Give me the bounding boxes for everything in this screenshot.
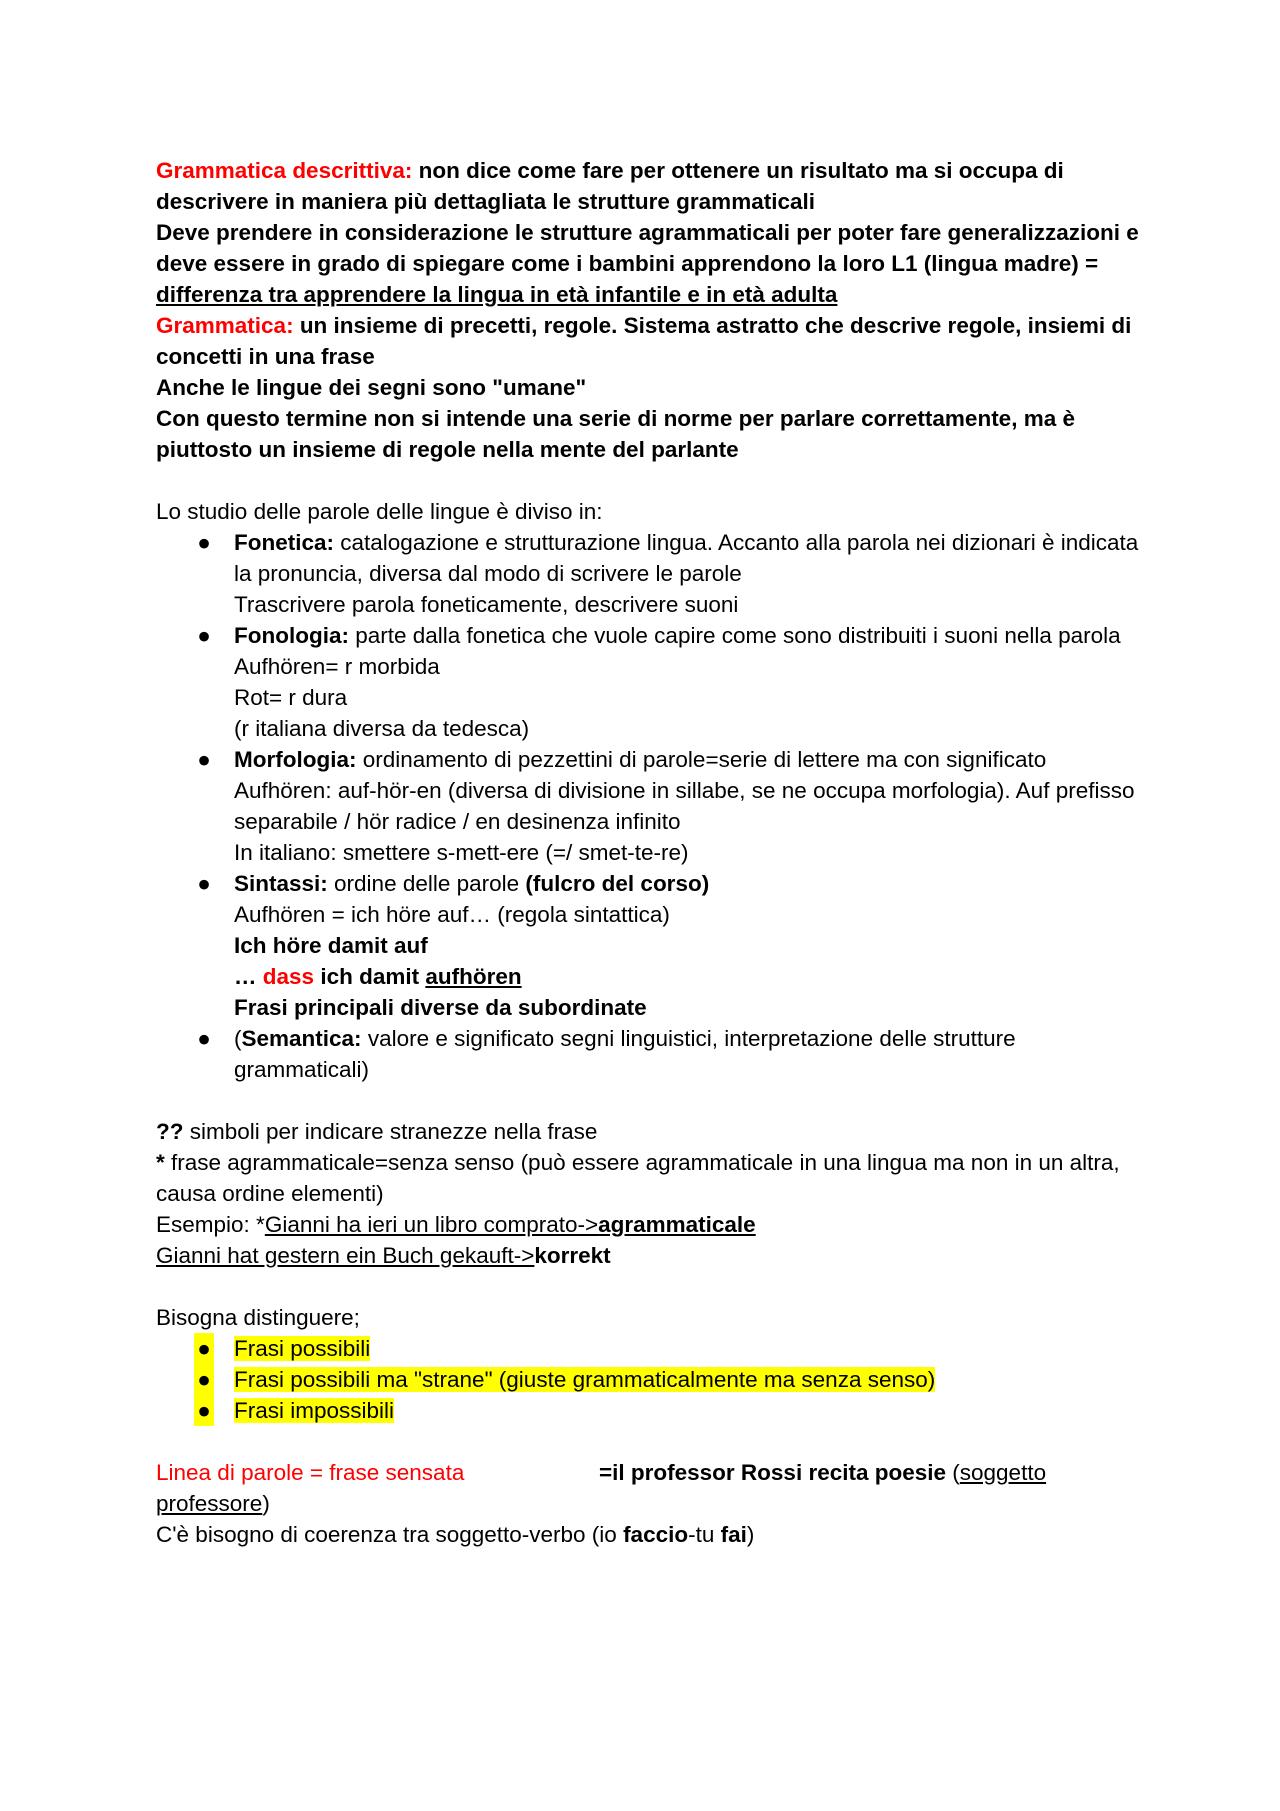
example-de-line xyxy=(156,1240,1146,1271)
linea-paren-close: ) xyxy=(262,1491,270,1516)
distinguish-item-text: Frasi impossibili xyxy=(234,1398,395,1423)
def-grammatica-line1: un insieme di precetti, regole. Sistema astratto che descrive regole, insiemi di concetti in una frase xyxy=(156,313,1132,369)
coerenza-fai: fai xyxy=(720,1522,747,1547)
sintassi-line4-prefix: … xyxy=(234,964,263,989)
symbol-star: * xyxy=(156,1150,165,1175)
list-item-sintassi xyxy=(156,868,1146,1023)
list-item xyxy=(156,1333,1146,1364)
example-it-line xyxy=(156,1209,1146,1240)
term-sintassi: Sintassi: xyxy=(234,871,328,896)
linea-underlined: soggetto professore xyxy=(156,1460,1047,1516)
sintassi-text: ordine delle parole xyxy=(327,871,526,896)
example-prefix: Esempio: * xyxy=(156,1212,265,1237)
symbol-qq: ?? xyxy=(156,1119,184,1144)
bullet-icon: ● xyxy=(197,871,211,896)
sintassi-line3: Ich höre damit auf xyxy=(234,933,428,958)
term-fonologia: Fonologia: xyxy=(234,623,349,648)
linea-bold-text: =il professor Rossi recita poesie xyxy=(599,1460,947,1485)
morfologia-line3: In italiano: smettere s-mett-ere (=/ smet-te-re) xyxy=(234,840,689,865)
bullet-icon: ● xyxy=(197,1026,211,1051)
list-item xyxy=(156,1364,1146,1395)
semantica-open: ( xyxy=(234,1026,242,1051)
example-de: Gianni hat gestern ein Buch gekauft-> xyxy=(156,1243,535,1268)
sintassi-line4-mid: ich damit xyxy=(314,964,426,989)
coerenza-prefix: C'è bisogno di coerenza tra soggetto-verbo (io xyxy=(156,1522,624,1547)
sintassi-line4 xyxy=(234,964,522,989)
def-grammatica-paragraph xyxy=(156,310,1146,372)
fonologia-line3: Rot= r dura xyxy=(234,685,348,710)
study-list xyxy=(156,527,1146,1085)
bullet-icon: ● xyxy=(197,747,211,772)
term-grammatica-descrittiva: Grammatica descrittiva: xyxy=(156,158,413,183)
coerenza-line xyxy=(156,1519,1146,1550)
example-it xyxy=(265,1212,756,1237)
fonetica-line2: Trascrivere parola foneticamente, descrivere suoni xyxy=(234,592,739,617)
bullet-icon: ● xyxy=(197,623,211,648)
fonologia-line4: (r italiana diversa da tedesca) xyxy=(234,716,530,741)
list-item-fonologia xyxy=(156,620,1146,744)
sintassi-line5: Frasi principali diverse da subordinate xyxy=(234,995,647,1020)
bullet-icon: ● xyxy=(194,1395,214,1426)
sintassi-aufhoren: aufhören xyxy=(425,964,522,989)
coerenza-close: ) xyxy=(746,1522,755,1547)
symbols-qq-line xyxy=(156,1116,1146,1147)
highlighted-item xyxy=(197,1398,395,1423)
morfologia-line2: Aufhören: auf-hör-en (diversa di divisione in sillabe, se ne occupa morfologia). Auf prefisso separabile / hör radice / en desinenza infinito xyxy=(234,778,1135,834)
symbols-qq-text: simboli per indicare stranezze nella frase xyxy=(183,1119,598,1144)
symbols-star-text: frase agrammaticale=senza senso (può essere agrammaticale in una lingua ma non in un altra, causa ordine elementi) xyxy=(156,1150,1120,1206)
linea-paragraph xyxy=(156,1457,1146,1519)
symbols-star-line xyxy=(156,1147,1146,1209)
def-descrittiva-line1: non dice come fare per ottenere un risultato ma si occupa di descrivere in maniera più dettagliata le strutture grammaticali xyxy=(156,158,1064,214)
bullet-icon: ● xyxy=(194,1364,214,1395)
term-fonetica: Fonetica: xyxy=(234,530,335,555)
linea-paren-open: ( xyxy=(946,1460,960,1485)
study-intro: Lo studio delle parole delle lingue è diviso in: xyxy=(156,499,603,524)
sintassi-line2: Aufhören = ich höre auf… (regola sintattica) xyxy=(234,902,670,927)
def-grammatica-line3: Con questo termine non si intende una serie di norme per parlare correttamente, ma è piuttosto un insieme di regole nella mente del parlante xyxy=(156,406,1075,462)
bullet-icon: ● xyxy=(194,1333,214,1364)
coerenza-faccio: faccio xyxy=(623,1522,689,1547)
semantica-text: valore e significato segni linguistici, interpretazione delle strutture grammaticali) xyxy=(234,1026,1016,1082)
distinguish-intro: Bisogna distinguere; xyxy=(156,1305,360,1330)
bullet-icon: ● xyxy=(197,530,211,555)
distinguish-list xyxy=(156,1333,1146,1426)
distinguish-item-text: Frasi possibili ma "strane" (giuste grammaticalmente ma senza senso) xyxy=(234,1367,936,1392)
coerenza-mid: -tu xyxy=(688,1522,721,1547)
highlighted-item xyxy=(197,1336,371,1361)
highlighted-item xyxy=(197,1367,936,1392)
term-semantica: Semantica: xyxy=(241,1026,362,1051)
example-it-text: Gianni ha ieri un libro comprato-> xyxy=(264,1212,599,1237)
morfologia-text: ordinamento di pezzettini di parole=serie di lettere ma con significato xyxy=(356,747,1047,772)
example-de-bold: korrekt xyxy=(534,1243,611,1268)
fonologia-text: parte dalla fonetica che vuole capire come sono distribuiti i suoni nella parola xyxy=(348,623,1121,648)
def-descrittiva-line2: Deve prendere in considerazione le strutture agrammaticali per poter fare generalizzazioni e deve essere in grado di spiegare come i bambini apprendono la loro L1 (lingua madre) = xyxy=(156,220,1139,276)
list-item-fonetica xyxy=(156,527,1146,620)
list-item-semantica xyxy=(156,1023,1146,1085)
fonologia-line2: Aufhören= r morbida xyxy=(234,654,440,679)
def-descrittiva-paragraph xyxy=(156,155,1146,217)
document-page xyxy=(156,155,1146,1550)
def-descrittiva-line2-paragraph xyxy=(156,217,1146,310)
def-descrittiva-underlined: differenza tra apprendere la lingua in età infantile e in età adulta xyxy=(156,282,838,307)
sintassi-bold-paren: (fulcro del corso) xyxy=(525,871,710,896)
def-grammatica-line2: Anche le lingue dei segni sono "umane" xyxy=(156,375,587,400)
list-item-morfologia xyxy=(156,744,1146,868)
sintassi-dass: dass xyxy=(262,964,315,989)
term-morfologia: Morfologia: xyxy=(234,747,357,772)
example-it-bold: agrammaticale xyxy=(598,1212,756,1237)
list-item xyxy=(156,1395,1146,1426)
distinguish-item-text: Frasi possibili xyxy=(234,1336,371,1361)
term-grammatica: Grammatica: xyxy=(156,313,294,338)
fonetica-text: catalogazione e strutturazione lingua. Accanto alla parola nei dizionari è indicata la pronuncia, diversa dal modo di scrivere le parole xyxy=(234,530,1139,586)
linea-red-text: Linea di parole = frase sensata xyxy=(156,1460,465,1485)
